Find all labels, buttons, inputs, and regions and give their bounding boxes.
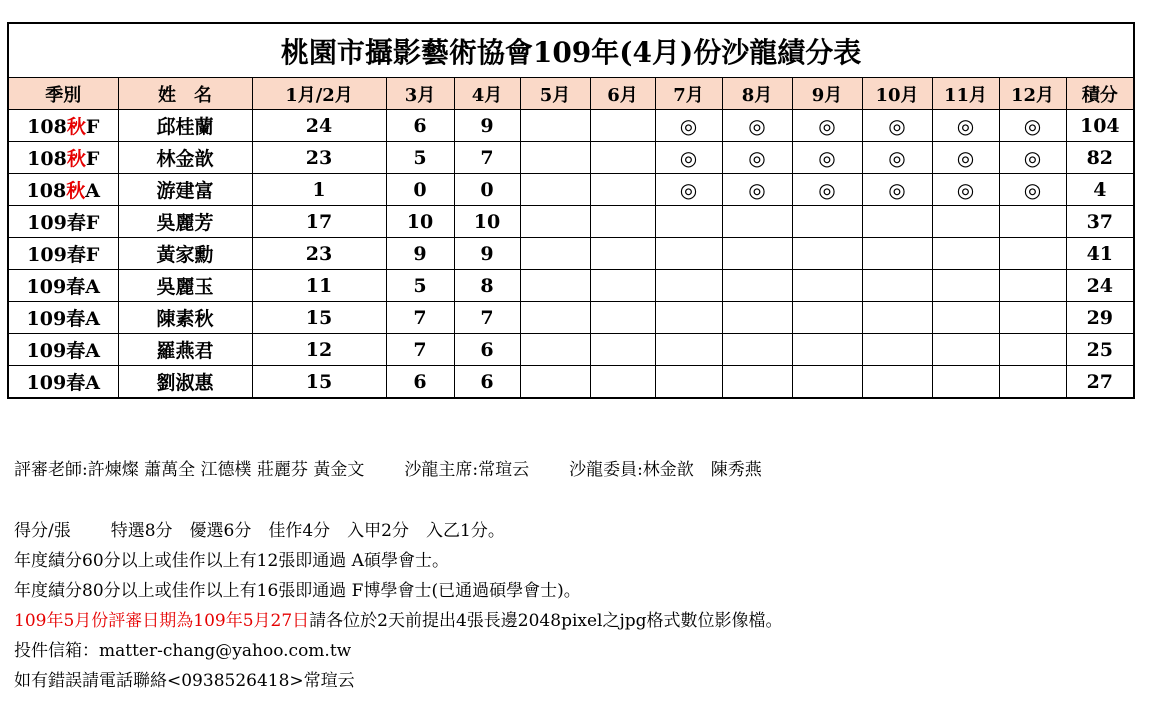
month-score-cell [999,270,1066,302]
month-score-cell: 6 [454,366,520,399]
month-score-cell: ◎ [862,142,932,174]
month-score-cell [722,206,792,238]
column-header: 5月 [520,78,590,110]
month-score-cell [792,270,862,302]
month-score-cell [590,270,655,302]
month-score-cell [722,366,792,399]
month-score-cell: ◎ [862,110,932,142]
month-score-cell: 12 [252,334,386,366]
month-score-cell [590,206,655,238]
month-score-cell [932,238,999,270]
season-pre-text: 108 [26,180,67,202]
month-score-cell [792,238,862,270]
month-score-cell: 11 [252,270,386,302]
email-line: 投件信箱：matter-chang@yahoo.com.tw [14,641,352,661]
total-score-cell: 41 [1066,238,1134,270]
season-post-text: A [85,180,100,202]
season-pre-text: 109春A [26,308,100,330]
sheet-title: 桃園市攝影藝術協會109年(4月)份沙龍績分表 [8,23,1134,78]
month-score-cell [590,142,655,174]
member-name-cell: 吳麗芳 [118,206,252,238]
column-header: 姓 名 [118,78,252,110]
season-cell [8,142,118,174]
column-header: 1月/2月 [252,78,386,110]
month-score-cell [932,334,999,366]
table-row [8,174,1134,206]
month-score-cell [932,302,999,334]
total-score-cell: 24 [1066,270,1134,302]
table-row [8,366,1134,399]
table-row [8,110,1134,142]
column-header: 3月 [386,78,454,110]
month-score-cell [722,302,792,334]
month-score-cell [590,334,655,366]
month-score-cell [932,366,999,399]
total-score-cell: 82 [1066,142,1134,174]
table-row [8,206,1134,238]
month-score-cell [590,110,655,142]
season-mid-text: 秋 [66,180,86,202]
judges-text: 評審老師:許煉燦 蕭萬全 江德樸 莊麗芬 黃金文 [14,460,365,480]
month-score-cell: 23 [252,238,386,270]
season-cell [8,238,118,270]
season-cell [8,366,118,399]
scoring-line [14,516,1154,546]
member-name-cell: 游建富 [118,174,252,206]
month-score-cell: ◎ [655,110,722,142]
month-score-cell [520,110,590,142]
contact-line: 如有錯誤請電話聯絡<0938526418>常瑄云 [14,671,355,691]
month-score-cell: 6 [386,110,454,142]
month-score-cell [520,334,590,366]
total-score-cell: 104 [1066,110,1134,142]
column-header: 積分 [1066,78,1134,110]
month-score-cell [655,302,722,334]
month-score-cell [792,366,862,399]
month-score-cell: 8 [454,270,520,302]
season-post-text: F [85,148,100,170]
month-score-cell [999,302,1066,334]
month-score-cell: 9 [454,110,520,142]
month-score-cell [520,366,590,399]
month-score-cell [999,206,1066,238]
month-score-cell: 5 [386,270,454,302]
season-pre-text: 108 [27,148,67,170]
month-score-cell: ◎ [722,174,792,206]
month-score-cell [590,174,655,206]
month-score-cell: ◎ [655,174,722,206]
deadline-date-text: 109年5月份評審日期為109年5月27日 [14,611,310,631]
table-row [8,238,1134,270]
month-score-cell: 7 [454,142,520,174]
season-cell [8,334,118,366]
total-score-cell: 29 [1066,302,1134,334]
scoring-values: 特選8分 優選6分 佳作4分 入甲2分 入乙1分。 [110,521,505,541]
month-score-cell: 0 [386,174,454,206]
table-row [8,142,1134,174]
staff-line [14,455,1154,485]
month-score-cell [792,302,862,334]
month-score-cell [520,174,590,206]
table-row [8,334,1134,366]
month-score-cell: 5 [386,142,454,174]
month-score-cell [862,334,932,366]
season-pre-text: 109春A [26,276,100,298]
season-pre-text: 109春F [27,244,100,266]
column-header: 8月 [722,78,792,110]
month-score-cell: ◎ [999,174,1066,206]
month-score-cell: ◎ [792,174,862,206]
season-pre-text: 109春A [26,372,100,394]
month-score-cell: 10 [454,206,520,238]
column-header: 10月 [862,78,932,110]
scoring-label: 得分/張 [14,521,71,541]
month-score-cell: 7 [386,334,454,366]
notes-section [14,455,1154,696]
month-score-cell [862,270,932,302]
season-mid-text: 秋 [66,116,86,138]
deadline-instructions: 請各位於2天前提出4張長邊2048pixel之jpg格式數位影像檔。 [309,611,783,631]
season-post-text: F [85,116,100,138]
month-score-cell: 9 [386,238,454,270]
month-score-cell [520,238,590,270]
month-score-cell [590,238,655,270]
month-score-cell: ◎ [999,110,1066,142]
rule-a-line: 年度績分60分以上或佳作以上有12張即通過 A碩學會士。 [14,551,449,571]
month-score-cell: 15 [252,366,386,399]
total-score-cell: 4 [1066,174,1134,206]
month-score-cell [862,302,932,334]
table-row [8,270,1134,302]
month-score-cell [655,238,722,270]
member-name-cell: 劉淑惠 [118,366,252,399]
month-score-cell: ◎ [792,110,862,142]
member-name-cell: 羅燕君 [118,334,252,366]
column-header: 7月 [655,78,722,110]
member-name-cell: 邱桂蘭 [118,110,252,142]
month-score-cell: ◎ [722,142,792,174]
column-header: 11月 [932,78,999,110]
member-name-cell: 黃家勳 [118,238,252,270]
season-mid-text: 秋 [66,148,86,170]
month-score-cell [999,238,1066,270]
total-score-cell: 37 [1066,206,1134,238]
month-score-cell: ◎ [932,142,999,174]
month-score-cell [932,206,999,238]
member-name-cell: 林金歆 [118,142,252,174]
season-cell [8,302,118,334]
member-name-cell: 陳素秋 [118,302,252,334]
score-table [7,22,1135,399]
month-score-cell: ◎ [999,142,1066,174]
month-score-cell: 6 [386,366,454,399]
month-score-cell: 23 [252,142,386,174]
total-score-cell: 27 [1066,366,1134,399]
total-score-cell: 25 [1066,334,1134,366]
committee-text: 沙龍委員:林金歆 陳秀燕 [569,460,762,480]
month-score-cell [590,366,655,399]
month-score-cell: ◎ [792,142,862,174]
season-pre-text: 109春F [27,212,100,234]
month-score-cell [999,334,1066,366]
month-score-cell [520,142,590,174]
deadline-line [14,606,1154,636]
month-score-cell [862,206,932,238]
table-body [8,110,1134,399]
month-score-cell: ◎ [655,142,722,174]
column-header: 12月 [999,78,1066,110]
month-score-cell [722,334,792,366]
month-score-cell [520,270,590,302]
month-score-cell: ◎ [722,110,792,142]
month-score-cell: 15 [252,302,386,334]
month-score-cell: 24 [252,110,386,142]
month-score-cell: 7 [386,302,454,334]
table-row [8,302,1134,334]
month-score-cell [792,206,862,238]
rule-f-line: 年度績分80分以上或佳作以上有16張即通過 F博學會士(已通過碩學會士)。 [14,581,581,601]
season-cell [8,270,118,302]
month-score-cell: ◎ [862,174,932,206]
column-header: 季別 [8,78,118,110]
month-score-cell: ◎ [932,110,999,142]
column-header-row [8,78,1134,110]
column-header: 4月 [454,78,520,110]
month-score-cell [722,238,792,270]
month-score-cell: 1 [252,174,386,206]
month-score-cell: 9 [454,238,520,270]
month-score-cell [932,270,999,302]
month-score-cell [862,238,932,270]
column-header: 6月 [590,78,655,110]
season-cell [8,110,118,142]
month-score-cell [590,302,655,334]
season-pre-text: 108 [27,116,67,138]
member-name-cell: 吳麗玉 [118,270,252,302]
month-score-cell: 17 [252,206,386,238]
month-score-cell: 6 [454,334,520,366]
month-score-cell [862,366,932,399]
column-header: 9月 [792,78,862,110]
month-score-cell [655,334,722,366]
month-score-cell: 0 [454,174,520,206]
month-score-cell: 10 [386,206,454,238]
month-score-cell [655,270,722,302]
month-score-cell [655,206,722,238]
season-cell [8,206,118,238]
month-score-cell: 7 [454,302,520,334]
month-score-cell [520,206,590,238]
month-score-cell [655,366,722,399]
month-score-cell [999,366,1066,399]
month-score-cell [520,302,590,334]
month-score-cell [792,334,862,366]
chair-text: 沙龍主席:常瑄云 [404,460,530,480]
month-score-cell [722,270,792,302]
season-cell [8,174,118,206]
month-score-cell: ◎ [932,174,999,206]
season-pre-text: 109春A [26,340,100,362]
